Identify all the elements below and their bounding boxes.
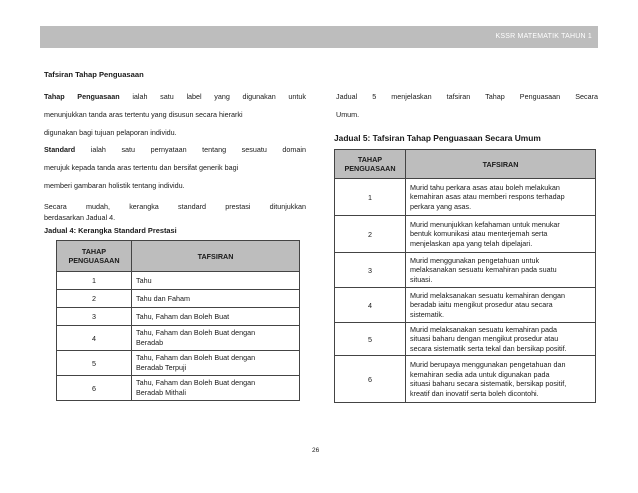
tafsiran-cell [132,326,300,351]
paragraph-line: Umum. [336,110,360,119]
cell-line: Beradab [136,338,164,347]
cell-line: kreatif dan inovatif serta boleh dicontohi. [410,388,539,398]
header-line: TAHAP [357,155,383,164]
cell-line: Murid menunjukkan kefahaman untuk menukar [410,219,560,229]
cell-line: Tahu, Faham dan Boleh Buat dengan [136,353,256,362]
cell-line: Murid melaksanakan sesuatu kemahiran dengan [410,290,566,300]
header-line: PENGUASAAN [344,164,396,173]
cell-line: Murid melaksanakan sesuatu kemahiran pada [410,324,558,334]
paragraph-line: menunjukkan tanda aras tertentu yang disusun secara hierarki [44,110,243,119]
paragraph-line: memberi gambaran holistik tentang individu. [44,181,185,190]
cell-line: Tahu dan Faham [136,293,190,303]
level-cell: 2 [57,290,132,308]
table-header-cell: TAFSIRAN [406,150,596,179]
table4-title: Jadual 4: Kerangka Standard Prestasi [44,226,177,235]
header-line: TAHAP [81,247,107,256]
table-header-cell [57,241,132,272]
tafsiran-cell [406,179,596,216]
tafsiran-cell [406,288,596,323]
section-heading: Tafsiran Tahap Penguasaan [44,70,144,79]
tafsiran-cell [132,290,300,308]
paragraph-text: ialah satu label yang digunakan untuk [132,92,306,101]
level-cell: 5 [335,323,406,356]
paragraph-line [44,145,306,154]
paragraph-text: ialah satu pernyataan tentang sesuatu domain [90,145,306,154]
level-cell: 5 [57,351,132,376]
cell-line: menjelaskan apa yang telah dipelajari. [410,238,533,248]
cell-line: sistematik. [410,309,444,319]
tafsiran-cell [132,272,300,290]
tafsiran-cell [406,216,596,253]
level-cell: 3 [57,308,132,326]
page-number: 26 [312,447,320,454]
cell-line: situasi. [410,274,433,284]
tafsiran-cell [132,308,300,326]
paragraph-line: merujuk kepada tanda aras tertentu dan bersifat generik bagi [44,163,239,172]
level-cell: 4 [335,288,406,323]
level-cell: 2 [335,216,406,253]
cell-line: beradab iaitu mengikut prosedur atau secara [410,300,553,310]
table-header-row [57,241,300,272]
level-cell: 4 [57,326,132,351]
cell-line: melaksanakan sesuatu kemahiran pada suatu [410,265,557,275]
table-row [57,290,300,308]
level-cell: 1 [57,272,132,290]
cell-line: Tahu, Faham dan Boleh Buat dengan [136,378,256,387]
cell-line: Murid tahu perkara asas atau boleh melakukan [410,182,560,192]
tafsiran-cell [406,253,596,288]
paragraph-line: berdasarkan Jadual 4. [44,213,116,222]
table-header-row [335,150,596,179]
cell-line: situasi baharu secara sistematik, bersikap positif, [410,379,567,388]
table-header-cell: TAFSIRAN [132,241,300,272]
table-header-cell [335,150,406,179]
table-row [57,376,300,401]
term-bold: Tahap Penguasaan [44,92,120,101]
cell-line: Tahu [136,275,152,285]
term-bold: Standard [44,145,76,154]
table-row [57,272,300,290]
cell-line: Murid berupaya menggunakan pengetahuan dan [410,360,566,369]
cell-line: secara sistematik serta tekal dan bersikap positif. [410,343,567,353]
tafsiran-cell [406,323,596,356]
level-cell: 6 [335,356,406,403]
table4 [56,240,300,401]
level-cell: 6 [57,376,132,401]
table-row [335,288,596,323]
header-title: KSSR MATEMATIK TAHUN 1 [495,33,592,40]
table-row [335,216,596,253]
table-row [335,323,596,356]
table-row [335,356,596,403]
cell-line: bentuk komunikasi atau menterjemah serta [410,229,548,239]
header-line: PENGUASAAN [68,256,120,265]
table-row [57,308,300,326]
cell-line: Beradab Terpuji [136,363,187,372]
table-row [57,326,300,351]
table5-title: Jadual 5: Tafsiran Tahap Penguasaan Secara Umum [334,133,541,143]
tafsiran-cell [406,356,596,403]
cell-line: Beradab Mithali [136,388,186,397]
tafsiran-cell [132,376,300,401]
table5 [334,149,596,403]
paragraph-line: Secara mudah, kerangka standard prestasi ditunjukkan [44,202,306,211]
cell-line: Murid menggunakan pengetahuan untuk [410,255,540,265]
table-row [57,351,300,376]
cell-line: kemahiran asas atau memberi respons terhadap [410,192,565,202]
cell-line: kemahiran sedia ada untuk digunakan pada [410,369,550,379]
table-row [335,253,596,288]
paragraph-line: Jadual 5 menjelaskan tafsiran Tahap Penguasaan Secara [336,92,598,101]
level-cell: 1 [335,179,406,216]
paragraph-line [44,92,306,101]
cell-line: Tahu, Faham dan Boleh Buat dengan [136,328,256,337]
cell-line: perkara yang asas. [410,201,472,211]
paragraph-line: digunakan bagi tujuan pelaporan individu. [44,128,177,137]
level-cell: 3 [335,253,406,288]
cell-line: Tahu, Faham dan Boleh Buat [136,311,230,321]
tafsiran-cell [132,351,300,376]
header-bar [40,26,598,48]
table-row [335,179,596,216]
cell-line: situasi baharu dengan mengikut prosedur atau [410,334,559,344]
